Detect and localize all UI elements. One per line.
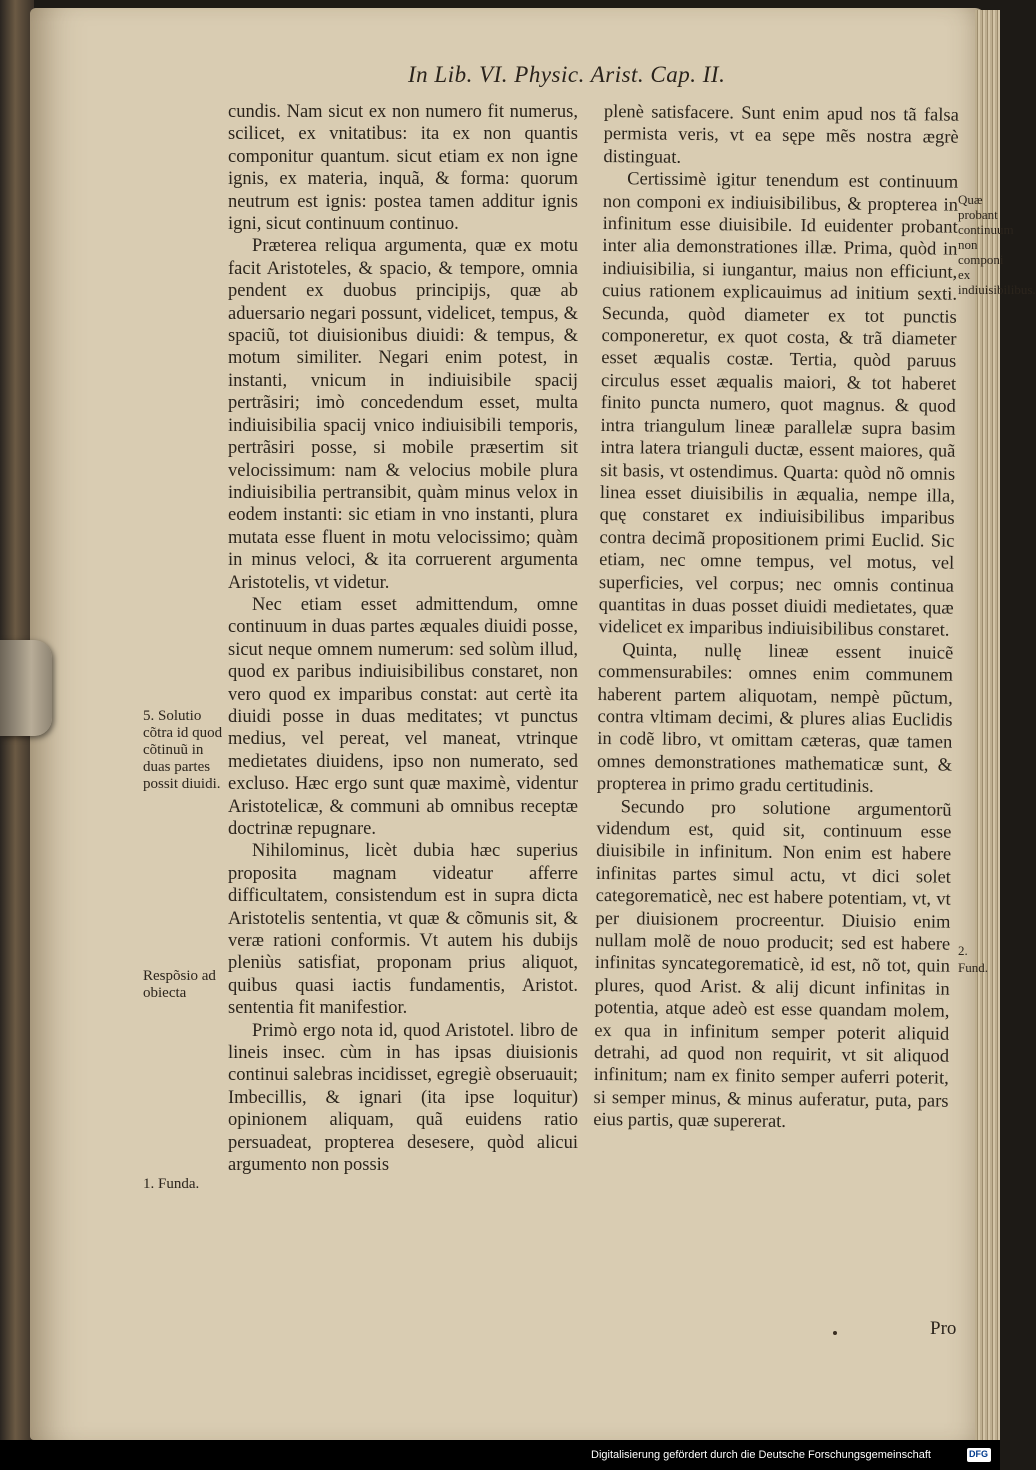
paragraph: Nihilominus, licèt dubia hæc superius proposita magnam videatur afferre difficultatem, consistendum est in supra dicta Aristotelis sententia, vt quæ & cõmunis sit, & veræ rationi conformis. Vt autem his dubijs pleniùs satisfiat, proponam prius aliquot, quibus quasi iactis fundamentis, Aristot. sententia fit manifestior. bbox=[228, 841, 578, 1019]
paragraph: Præterea reliqua argumenta, quæ ex motu facit Aristoteles, & spacio, & tempore, omnia pendent ex duobus principijs, quæ ab aduersario negari possunt, videlicet, tempus, & spaciũ, tot diuisionibus diuidi: & tempus, & motum similiter. Negari enim potest, in instanti, vnicum in indiuisibile spacij pertrãsiri; imò concedendum esset, multa indiuisibilia spacij vnico indiuisibili temporis, pertrãsiri posse, si mobile præsertim sit velocissimum: nam & velocius mobile plura indiuisibilia pertransibit, quàm minus velox in eodem instanti: sic etiam in vno instanti, plura mutata esse fluent in motu velocissimo; quàm in minus veloci, & ita corruerent argumenta Aristotelis, vt videtur. bbox=[228, 236, 578, 593]
right-text-column bbox=[593, 101, 959, 1135]
left-text-column bbox=[228, 101, 578, 1177]
paragraph: Nec etiam esset admittendum, omne continuum in duas partes æquales diuidi posse, sicut neque omnem numerum: sed solùm illud, quod ex paribus indiuisibilibus constaret, non vero quod ex imparibus constat: aut certè ita diuidi posse in duas meditates; vt punctus medius, vel pereat, vel maneat, vtrinque medietates diuidens, ipso non numerato, sed excluso. Hæc ergo sunt quæ maximè, videntur Aristotelicæ, & communi ab omnibus receptæ doctrinæ repugnare. bbox=[228, 594, 578, 839]
paragraph: Certissimè igitur tenendum est continuum non componi ex indiuisibilibus, & propterea in infinitum esse diuisibile. Id euidenter probant inter alia demonstrationes illæ. Prima, quòd in indiuisibilia, si iungantur, maius non efficiunt, cuius rationem explicauimus ad initium sexti. Secunda, quòd diameter ex tot punctis componeretur, ex quot costa, & trã diameter esset æqualis costæ. Tertia, quòd paruus circulus esset æqualis maiori, & tot haberet finito puncta numero, quot magnus. & quod intra triangulum lineæ parallelæ supra basim intra latera trianguli ductæ, essent maiores, quã sit basis, vt ostendimus. Quarta: quòd nõ omnis linea esset diuisibilis in æqualia, nempe illa, quę constaret ex indiuisibilibus imparibus contra decimã propositionem primi Euclid. Sic etiam, nec omne tempus, vel motus, vel superficies, vel corpus; nec omnis continua quantitas in duas posset diuidi medietates, quæ videlicet ex imparibus indiuisibilibus constaret. bbox=[598, 169, 959, 641]
paragraph: cundis. Nam sicut ex non numero fit numerus, scilicet, ex vnitatibus: ita ex non quantis componitur quantum. sicut etiam ex non igne ignis, ex materia, inquã, & forma: quorum neutrum est ignis: postea tamen additur ignis igni, sicut continuum continuo. bbox=[228, 102, 578, 235]
paragraph: Quinta, nullę lineæ essent inuicẽ commensurabiles: omnes enim communem haberent partem aliquotam, nempè pũctum, contra vltimam decimi, & plures alias Euclidis in codẽ libro, vt omittam cæteras, quæ tamen omnes demonstrationes mathematicæ sunt, & propterea in primo gradu certitudinis. bbox=[596, 639, 954, 798]
margin-note-right-que: Quæ probant continuum non componi ex indiuisibilibus. bbox=[958, 192, 1036, 297]
paragraph: Secundo pro solutione argumentorũ videndum est, quid sit, continuum esse diuisibile in infinitum. Non enim est habere infinitas partes simul actu, vt dici solet categorematicè, nec est habere potentiam, vt, vt per diuisionem procreentur. Diuisio enim nullam molẽ de nouo producit; sed est habere infinitas syncategorematicè, id est, nõ tot, quin plures, quod Arist. & alij dicunt infinitas in potentia, atque adeò est esse quandam molem, ex qua in infinitum semper poterit aliquid detrahi, ad quod non requirit, vt sit aliquod infinitum; nam ex finito semper auferri poterit, si semper minus, & minus auferatur, puta, pars eius partis, quæ supererat. bbox=[593, 796, 952, 1133]
running-header: In Lib. VI. Physic. Arist. Cap. II. bbox=[408, 62, 726, 87]
paragraph: plenè satisfacere. Sunt enim apud nos tã falsa permista veris, vt ea sępe mẽs nostra ægrè distinguat. bbox=[603, 101, 959, 168]
book-clasp bbox=[0, 640, 52, 736]
catchword: Pro bbox=[930, 1318, 957, 1339]
paragraph: Primò ergo nota id, quod Aristotel. libro de lineis insec. cùm in has ipsas diuisionis continui salebras incidisset, egregiè obseruauit; Imbecillis, & ignari (ita ipse loquitur) opinionem aliquam, quã euidens ratio persuadeat, propterea desesere, quòd alicui argumento non possis bbox=[228, 1020, 578, 1176]
dfg-logo-icon bbox=[967, 1448, 991, 1462]
footer-credit: Digitalisierung gefördert durch die Deutsche Forschungsgemeinschaft bbox=[591, 1449, 931, 1461]
dfg-logo-text: DFG bbox=[969, 1449, 988, 1459]
margin-note-responsio: Respõsio ad obiecta bbox=[143, 968, 216, 1001]
ink-spot bbox=[833, 1331, 837, 1335]
margin-note-solutio: 5. Solutio cõtra id quod cõtinuũ in duas partes possit diuidi. bbox=[143, 708, 223, 792]
margin-note-fundamentum-2: 2. Fund. bbox=[958, 943, 988, 975]
margin-note-fundamentum-1: 1. Funda. bbox=[143, 1176, 200, 1192]
